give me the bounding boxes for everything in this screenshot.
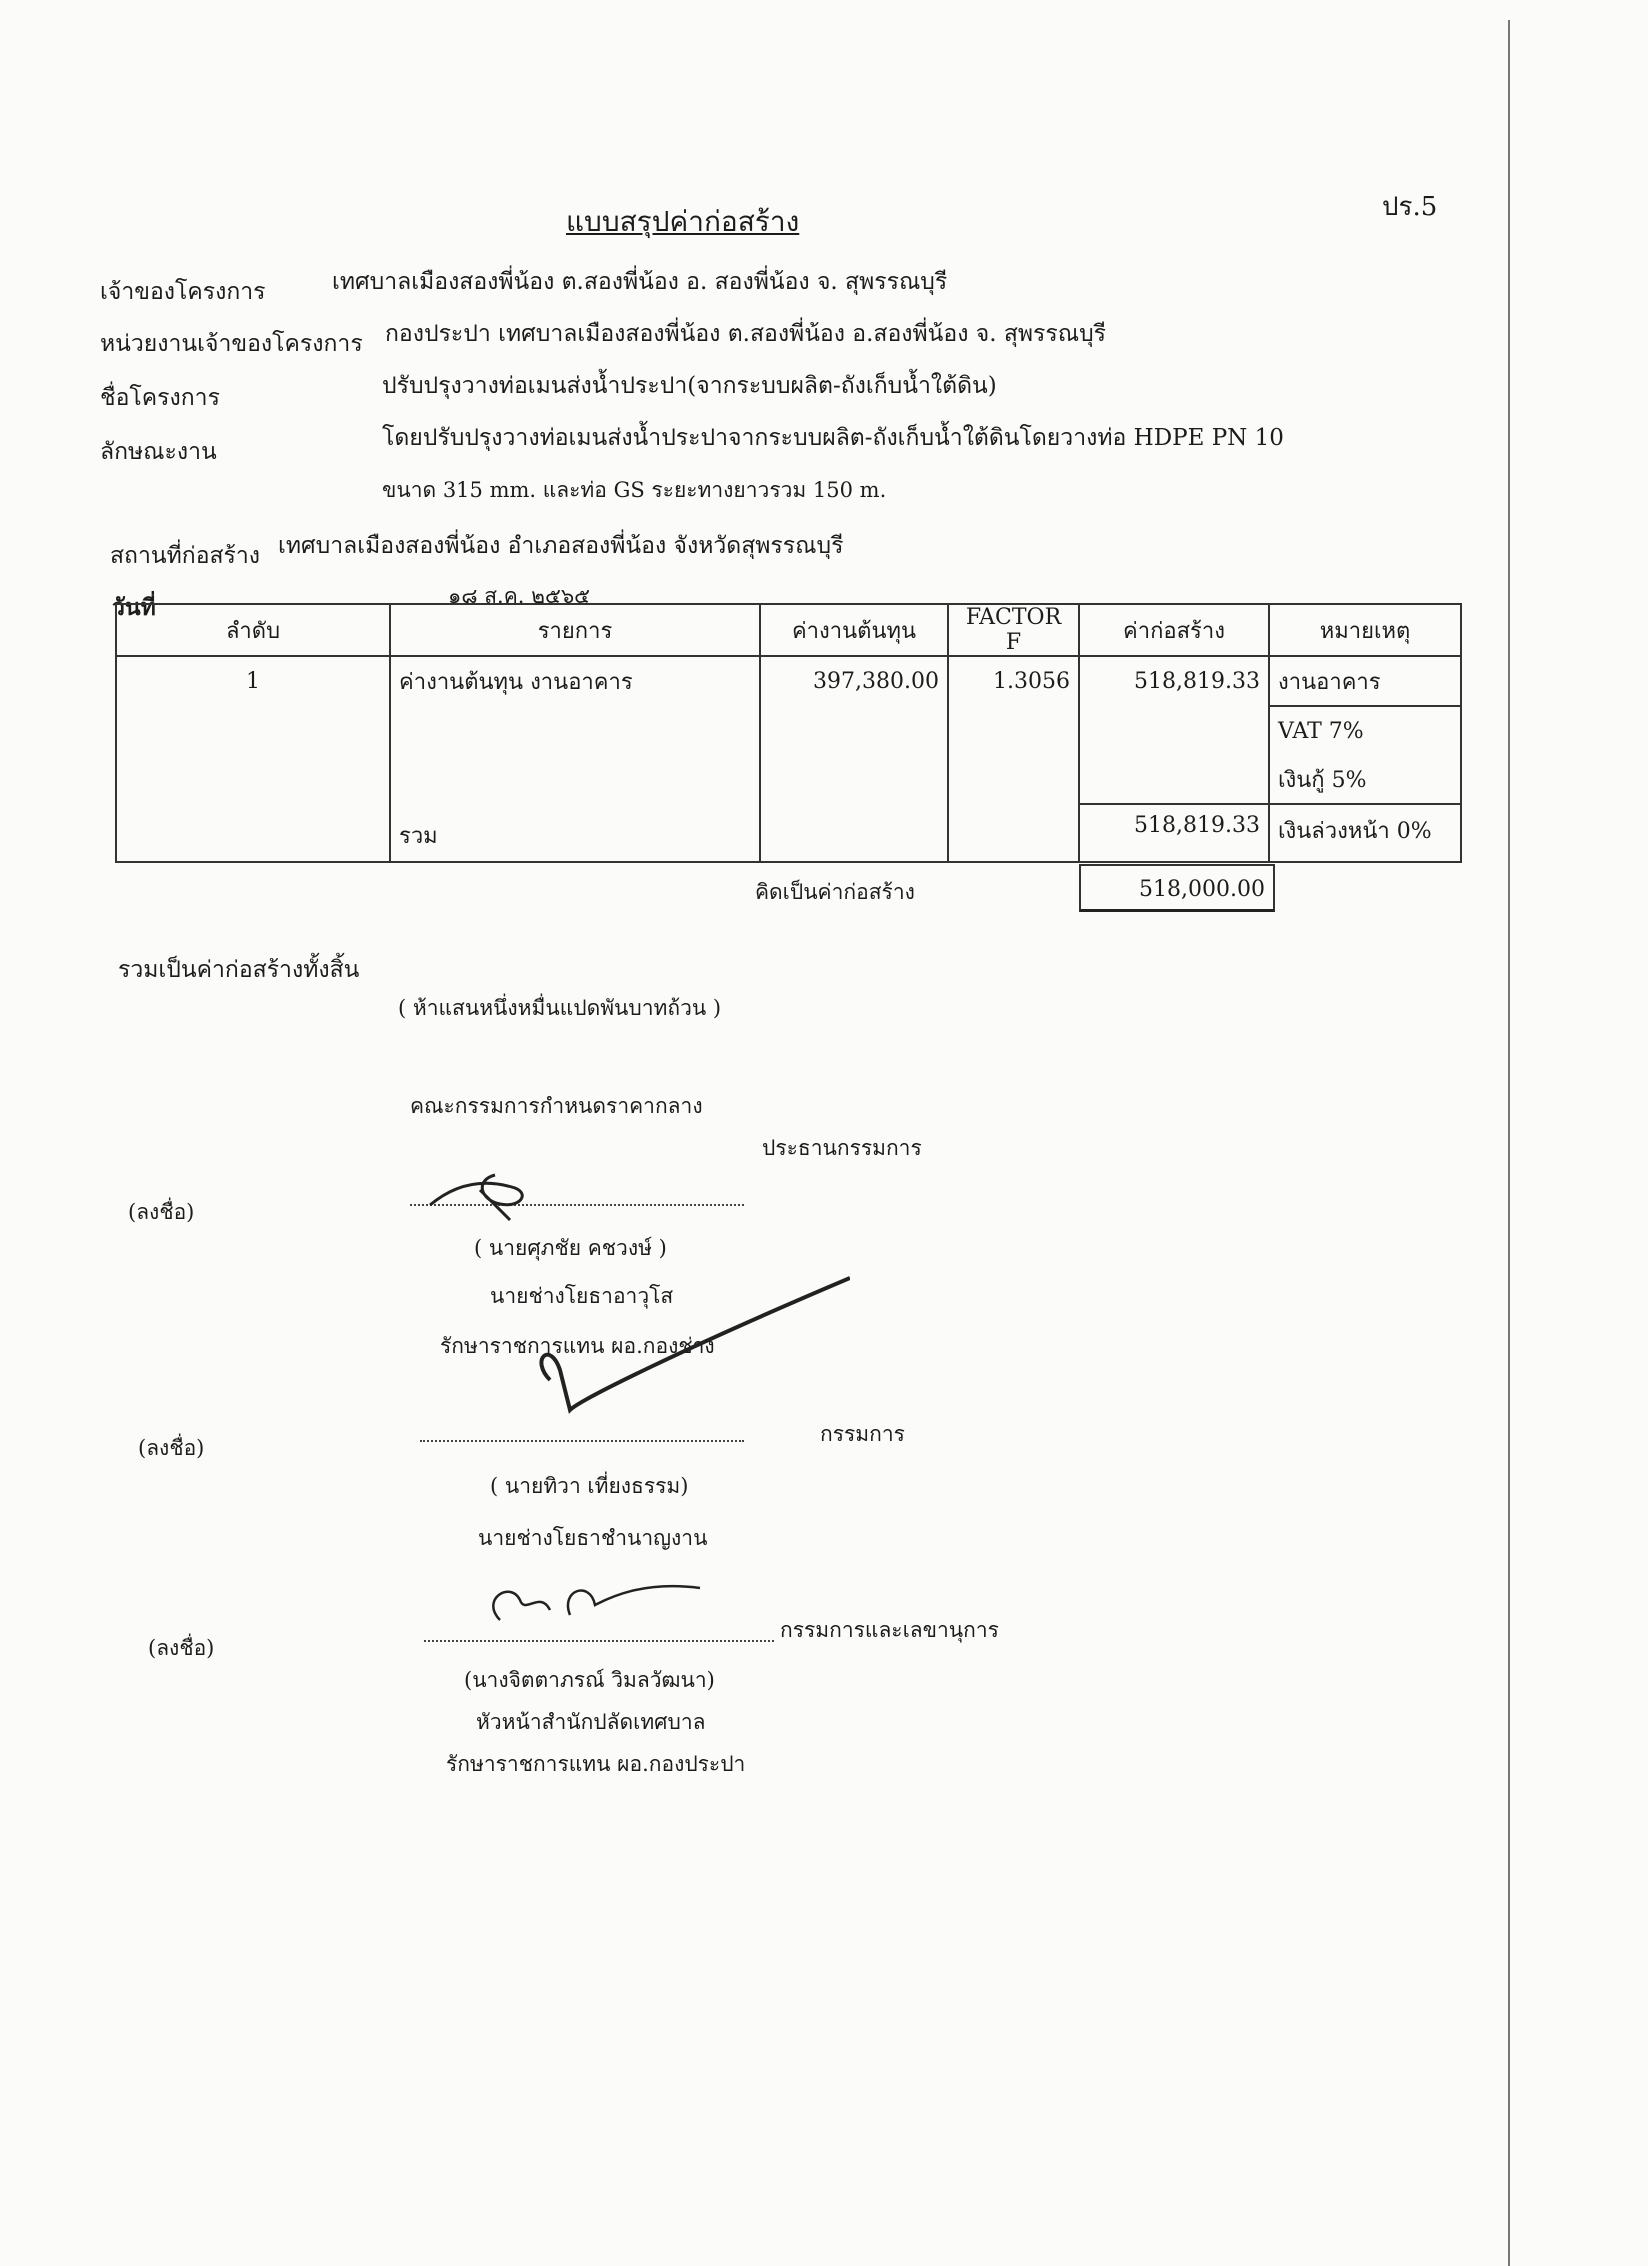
member-3-name: (นางจิตตาภรณ์ วิมลวัฒนา) — [464, 1668, 715, 1692]
member-3-signature-line — [424, 1640, 774, 1642]
member-3-role: กรรมการและเลขานุการ — [780, 1618, 999, 1642]
member-2-signature-line — [420, 1440, 744, 1442]
work-line-2: ขนาด 315 mm. และท่อ GS ระยะทางยาวรวม 150 m. — [382, 478, 887, 502]
date-value: ๑๘ ส.ค. ๒๕๖๕ — [448, 584, 591, 608]
note-vat: VAT 7% — [1269, 706, 1461, 755]
grand-total-label: รวมเป็นค่าก่อสร้างทั้งสิ้น — [118, 957, 360, 983]
row-note: งานอาคาร — [1269, 656, 1461, 706]
cost-summary-table — [115, 603, 1462, 863]
member-1-sign-label: (ลงชื่อ) — [128, 1200, 195, 1224]
header-item: รายการ — [390, 604, 760, 656]
row-item: ค่างานต้นทุน งานอาคาร — [390, 656, 760, 706]
header-construction: ค่าก่อสร้าง — [1079, 604, 1269, 656]
row-no: 1 — [116, 656, 390, 706]
rounded-value: 518,000.00 — [1079, 864, 1275, 912]
rounded-label: คิดเป็นค่าก่อสร้าง — [755, 880, 915, 904]
scan-edge-line — [1508, 20, 1510, 2266]
member-2-role: กรรมการ — [820, 1422, 905, 1446]
member-2-sign-label: (ลงชื่อ) — [138, 1436, 205, 1460]
project-value: ปรับปรุงวางท่อเมนส่งน้ำประปา(จากระบบผลิต-ถังเก็บน้ำใต้ดิน) — [382, 373, 997, 399]
site-value: เทศบาลเมืองสองพี่น้อง อำเภอสองพี่น้อง จังหวัดสุพรรณบุรี — [278, 533, 844, 559]
row-cost: 397,380.00 — [760, 656, 948, 706]
member-1-extra: รักษาราชการแทน ผอ.กองช่าง — [440, 1334, 715, 1358]
member-1-position: นายช่างโยธาอาวุโส — [490, 1284, 674, 1308]
note-loan: เงินกู้ 5% — [1269, 755, 1461, 804]
site-label: สถานที่ก่อสร้าง — [110, 543, 261, 569]
grand-total-words: ( ห้าแสนหนึ่งหมื่นแปดพันบาทถ้วน ) — [398, 996, 722, 1020]
work-line-1: โดยปรับปรุงวางท่อเมนส่งน้ำประปาจากระบบผลิต-ถังเก็บน้ำใต้ดินโดยวางท่อ HDPE PN 10 — [382, 425, 1284, 451]
header-no: ลำดับ — [116, 604, 390, 656]
agency-value: กองประปา เทศบาลเมืองสองพี่น้อง ต.สองพี่น้อง อ.สองพี่น้อง จ. สุพรรณบุรี — [385, 321, 1107, 347]
member-1-signature — [420, 1160, 550, 1230]
table-row — [116, 755, 1461, 804]
member-1-role: ประธานกรรมการ — [762, 1136, 922, 1160]
total-label: รวม — [390, 804, 760, 862]
owner-label: เจ้าของโครงการ — [100, 279, 266, 305]
table-header-row — [116, 604, 1461, 656]
note-advance: เงินล่วงหน้า 0% — [1269, 804, 1461, 862]
member-2-position: นายช่างโยธาชำนาญงาน — [478, 1526, 708, 1550]
header-note: หมายเหตุ — [1269, 604, 1461, 656]
member-2-name: ( นายทิวา เที่ยงธรรม) — [490, 1474, 689, 1498]
table-total-row — [116, 804, 1461, 862]
member-3-extra: รักษาราชการแทน ผอ.กองประปา — [446, 1752, 746, 1776]
table-row — [116, 656, 1461, 706]
owner-value: เทศบาลเมืองสองพี่น้อง ต.สองพี่น้อง อ. สองพี่น้อง จ. สุพรรณบุรี — [332, 269, 948, 295]
member-3-signature — [470, 1560, 710, 1640]
agency-label: หน่วยงานเจ้าของโครงการ — [100, 331, 363, 357]
member-2-signature — [530, 1270, 850, 1440]
member-1-name: ( นายศุภชัย คชวงษ์ ) — [474, 1236, 667, 1260]
row-construction: 518,819.33 — [1079, 656, 1269, 706]
member-3-position: หัวหน้าสำนักปลัดเทศบาล — [476, 1710, 706, 1734]
work-label: ลักษณะงาน — [100, 439, 217, 465]
committee-heading: คณะกรรมการกำหนดราคากลาง — [410, 1094, 703, 1118]
form-code: ปร.5 — [1382, 192, 1438, 222]
page-title: แบบสรุปค่าก่อสร้าง — [566, 205, 800, 238]
table-row — [116, 706, 1461, 755]
row-factor: 1.3056 — [948, 656, 1079, 706]
header-factor: FACTOR F — [948, 604, 1079, 656]
total-value: 518,819.33 — [1079, 804, 1269, 862]
header-cost: ค่างานต้นทุน — [760, 604, 948, 656]
project-label: ชื่อโครงการ — [100, 385, 220, 411]
date-label: วันที่ — [112, 594, 156, 621]
member-3-sign-label: (ลงชื่อ) — [148, 1636, 215, 1660]
